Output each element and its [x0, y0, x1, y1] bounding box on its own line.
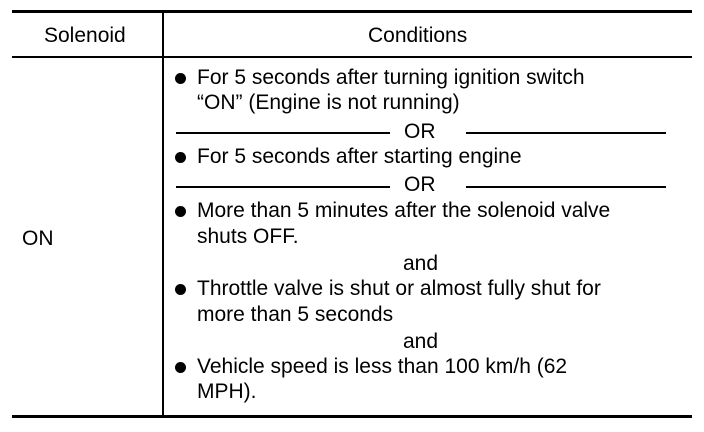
header-conditions: Conditions	[368, 24, 468, 47]
bullet-icon	[175, 362, 186, 373]
condition-4-line-2: more than 5 seconds	[197, 303, 394, 326]
condition-1-line-2: “ON” (Engine is not running)	[197, 91, 460, 114]
or-separator-left-rule	[176, 132, 390, 134]
header-bottom-border	[12, 56, 692, 58]
table-bottom-border	[12, 415, 692, 418]
condition-5-line-2: MPH).	[197, 380, 257, 403]
condition-3-line-1: More than 5 minutes after the solenoid valve	[197, 199, 611, 222]
table-top-border	[12, 10, 692, 13]
or-separator-right-rule	[466, 186, 666, 188]
condition-4-line-1: Throttle valve is shut or almost fully shut for	[197, 277, 601, 300]
or-separator-2: OR	[404, 173, 436, 196]
and-joiner-2: and	[403, 330, 439, 353]
or-separator-left-rule	[176, 186, 390, 188]
condition-5-line-1: Vehicle speed is less than 100 km/h (62	[197, 355, 568, 378]
bullet-icon	[175, 206, 186, 217]
bullet-icon	[175, 284, 186, 295]
condition-1-line-1: For 5 seconds after turning ignition switch	[197, 66, 585, 89]
bullet-icon	[175, 73, 186, 84]
condition-3-line-2: shuts OFF.	[197, 225, 299, 248]
bullet-icon	[175, 152, 186, 163]
condition-2-line-1: For 5 seconds after starting engine	[197, 145, 522, 168]
and-joiner-1: and	[403, 252, 439, 275]
or-separator-1: OR	[404, 120, 436, 143]
column-divider	[162, 10, 164, 418]
solenoid-state: ON	[22, 227, 54, 250]
header-solenoid: Solenoid	[44, 24, 126, 47]
or-separator-right-rule	[466, 132, 666, 134]
